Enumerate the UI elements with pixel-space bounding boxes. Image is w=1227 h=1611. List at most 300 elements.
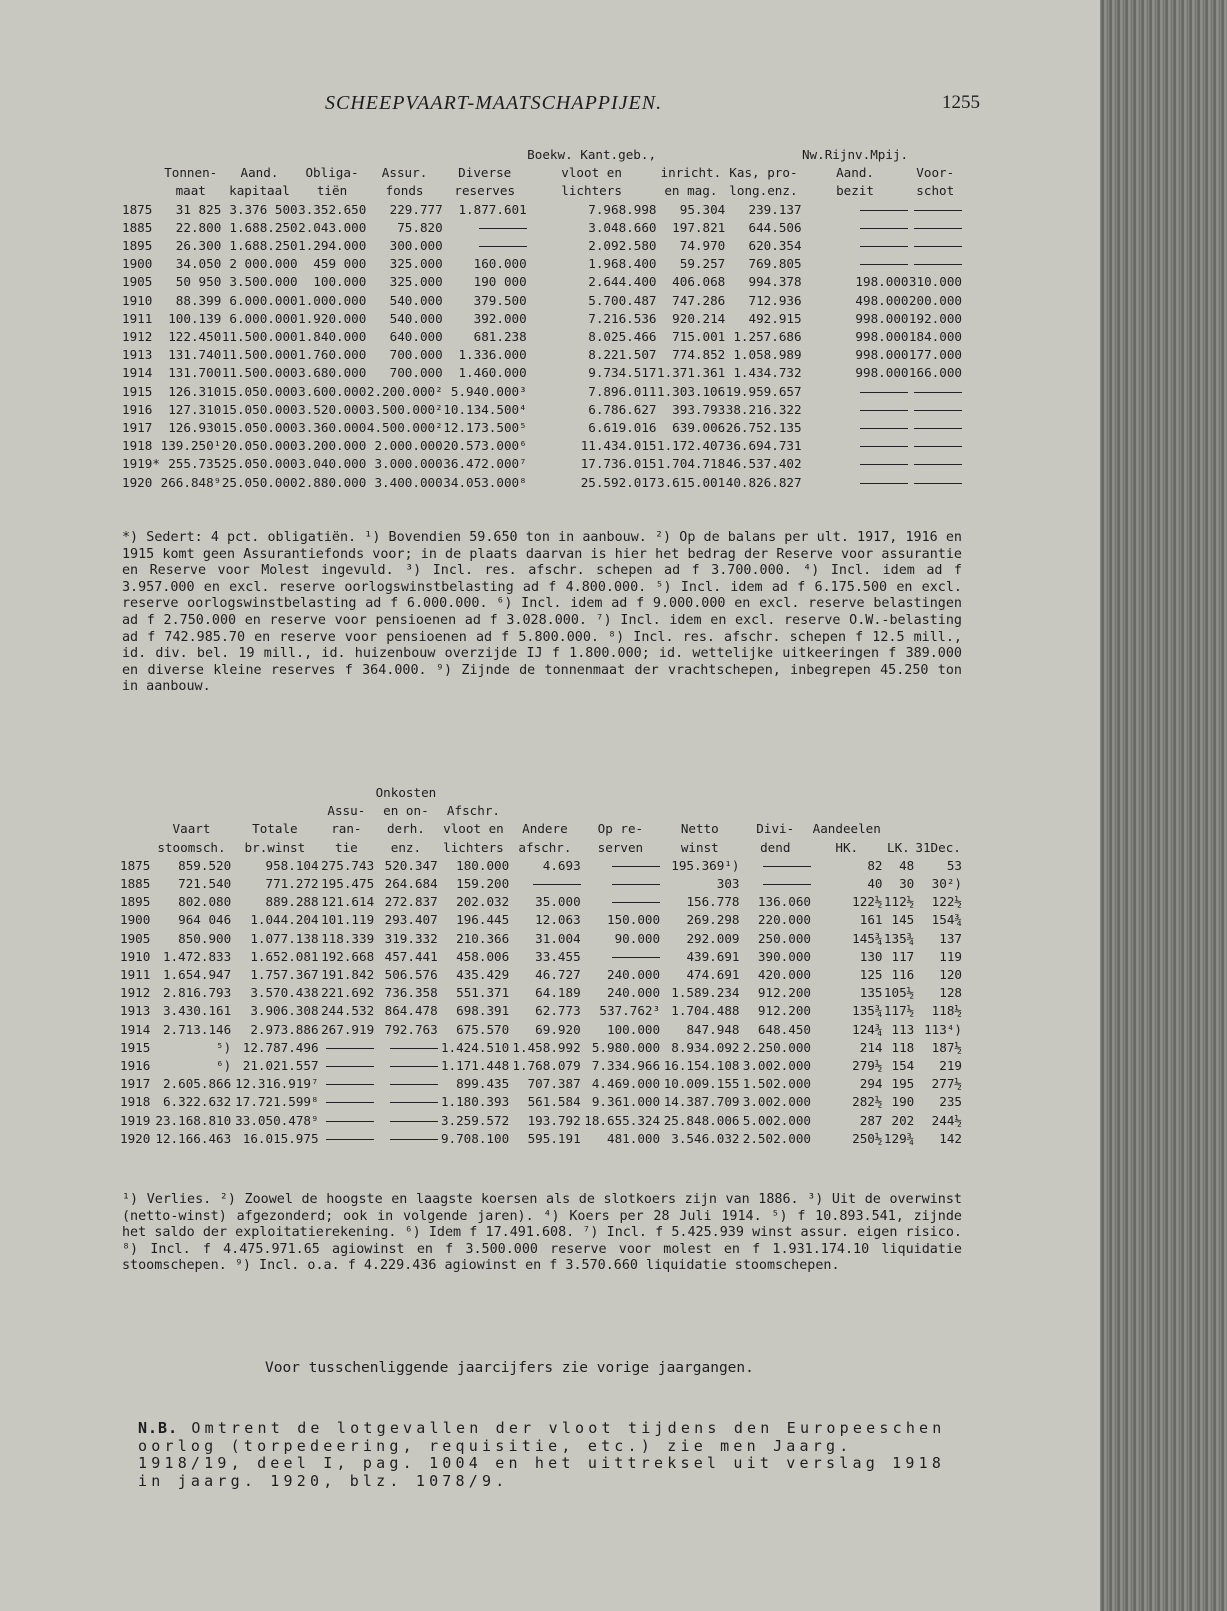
header-cell [509,802,580,820]
year-cell: 1914 [120,1021,151,1037]
header-cell [443,146,527,164]
dash-rule [914,410,962,411]
value-cell: 196.445 [456,912,510,928]
year-cell: 1917 [120,1076,151,1092]
value-cell: 59.257 [679,256,726,272]
year-cell: 1911 [120,967,151,983]
value-cell: 40.826.827 [725,474,802,490]
value-cell: 435.429 [456,967,510,983]
balance-table-body [122,201,962,492]
value-cell: 33.050.478⁹ [235,1112,319,1128]
value-cell: 62.773 [535,1003,581,1019]
header-cell: winst [680,839,719,855]
value-cell: 184.000 [908,329,962,345]
value-cell: 131.700 [168,365,222,381]
value-cell: 250½ [852,1130,883,1146]
value-cell: 1.502.000 [742,1076,811,1092]
value-cell: 1.840.000 [298,329,367,345]
header-cell: en mag. [664,183,718,199]
table-row [120,948,962,966]
value-cell [802,419,909,437]
header-cell: br.winst [244,839,306,855]
year-cell: 1905 [122,274,153,290]
value-cell [374,1093,438,1111]
table-row [122,474,962,492]
value-cell: 48 [899,857,915,873]
value-cell: 1.172.407 [656,438,726,454]
table-row [122,437,962,455]
year-cell: 1920 [122,474,153,490]
value-cell: 912.200 [757,985,811,1001]
value-cell [802,401,909,419]
value-cell: 1.434.732 [733,365,802,381]
value-cell: 292.009 [686,930,740,946]
value-cell: 2.043.000 [298,219,367,235]
dash-rule [860,483,908,484]
value-cell: 3.002.000 [742,1058,811,1074]
value-cell: 180.000 [456,857,510,873]
table-row [120,1093,962,1111]
header-cell [725,146,801,164]
value-cell: 240.000 [607,985,661,1001]
value-cell: 121.614 [321,894,375,910]
header-cell: derh. [386,821,425,837]
header-cell [122,146,160,164]
year-cell: 1918 [122,438,153,454]
value-cell [740,875,811,893]
page-number: 1255 [942,92,980,113]
header-cell: kapitaal [229,183,290,199]
header-cell: reserves [454,183,516,199]
value-cell: 5.700.487 [588,292,657,308]
table-row [122,219,962,237]
value-cell [581,893,660,911]
dash-rule [914,392,962,393]
value-cell: 3.680.000 [298,365,367,381]
header-row [122,146,962,164]
year-cell: 1875 [120,857,151,873]
value-cell: 11.434.015 [580,438,657,454]
value-cell: 698.391 [456,1003,510,1019]
value-cell: 46.727 [535,967,581,983]
value-cell [802,474,909,492]
value-cell: 712.936 [748,292,802,308]
value-cell: 12.166.463 [155,1130,232,1146]
value-cell [908,419,962,437]
header-row [120,802,962,820]
value-cell: 889.288 [265,894,319,910]
value-cell: 2.973.886 [250,1021,319,1037]
value-cell: 129¾ [883,1130,915,1146]
value-cell: 159.200 [456,876,510,892]
value-cell: 26.300 [175,238,222,254]
dash-rule [914,464,962,465]
value-cell: 16.154.108 [663,1058,740,1074]
header-cell [581,784,660,802]
value-cell: 100.000 [313,274,367,290]
header-cell [660,802,739,820]
value-cell: 293.407 [384,912,438,928]
value-cell [908,201,962,219]
value-cell: 420.000 [757,967,811,983]
header-cell: afschr. [518,839,572,855]
value-cell: 3.002.000 [742,1094,811,1110]
value-cell: 214 [859,1039,883,1055]
year-cell: 1910 [122,292,153,308]
year-cell: 1900 [122,256,153,272]
value-cell: 191.842 [321,967,375,983]
value-cell: 142 [939,1130,962,1146]
value-cell: 3.500.000² [366,401,443,417]
header-cell: Op re- [597,821,644,837]
value-cell: 275.743 [321,857,375,873]
value-cell: 21.021.557 [242,1058,319,1074]
value-cell: 847.948 [686,1021,740,1037]
year-cell: 1915 [122,383,153,399]
dash-rule [860,228,908,229]
table-row [122,255,962,273]
dash-rule [326,1048,374,1049]
value-cell: 31 825 [175,201,222,217]
header-cell [740,802,811,820]
value-cell: 90.000 [614,930,661,946]
value-cell: 912.200 [757,1003,811,1019]
table-row [120,984,962,1002]
table-row [122,328,962,346]
value-cell: 53 [946,857,962,873]
value-cell: 229.777 [389,201,443,217]
table-row [122,237,962,255]
value-cell: 240.000 [607,967,661,983]
value-cell: 310.000 [908,274,962,290]
value-cell: 15.050.000 [221,420,298,436]
value-cell: 648.450 [757,1021,811,1037]
value-cell: 38.216.322 [725,401,802,417]
value-cell: 190 [891,1094,915,1110]
value-cell: 2 000.000 [229,256,298,272]
value-cell: 239.137 [748,201,802,217]
value-cell: 994.378 [748,274,802,290]
table-row [122,364,962,382]
value-cell: 101.119 [321,912,375,928]
value-cell: 120 [939,967,962,983]
dash-rule [914,246,962,247]
value-cell: 154 [891,1058,915,1074]
year-cell: 1875 [122,201,153,217]
value-cell: 1.472.833 [162,948,232,964]
year-cell: 1912 [122,329,153,345]
header-cell [120,820,152,838]
header-cell: en on- [383,803,429,819]
year-cell: 1895 [120,894,151,910]
header-cell: enz. [390,839,422,855]
header-cell [120,784,152,802]
value-cell: 4.693 [542,857,581,873]
dash-rule [914,483,962,484]
year-cell: 1916 [120,1058,151,1074]
table-row [120,875,962,893]
value-cell: 2.092.580 [588,238,657,254]
value-cell: 22.800 [175,219,222,235]
value-cell: 1.688.250 [229,219,298,235]
value-cell: 1.458.992 [512,1039,581,1055]
value-cell [319,1039,375,1057]
value-cell [374,1057,438,1075]
book-page-edges [1100,0,1227,1611]
dash-rule [860,264,908,265]
value-cell [908,437,962,455]
value-cell: 774.852 [672,347,726,363]
header-cell [231,802,318,820]
header-cell: Kas, pro- [729,165,798,181]
header-cell [152,784,231,802]
value-cell: 126.310 [168,383,222,399]
header-cell [122,164,160,182]
value-cell: 640.000 [389,329,443,345]
table-row [120,1075,962,1093]
header-cell: tie [334,839,358,855]
header-cell: vloot en [561,165,622,181]
header-cell: schot [916,183,955,199]
value-cell: 864.478 [384,1003,438,1019]
dash-rule [390,1066,438,1067]
value-cell: 137 [939,930,962,946]
header-cell [914,802,962,820]
value-cell: 117½ [883,1003,915,1019]
value-cell: ⁵) [216,1039,232,1055]
value-cell [581,857,660,875]
year-cell: 1914 [122,365,153,381]
value-cell: 1.968.400 [588,256,657,272]
value-cell: 124¾ [852,1021,883,1037]
value-cell: 23.168.810 [155,1112,232,1128]
header-cell [298,146,367,164]
value-cell: 2.200.000² [366,383,443,399]
value-cell: 498.000 [855,292,909,308]
value-cell: 644.506 [748,219,802,235]
value-cell: 1.336.000 [458,347,527,363]
value-cell: 3.352.650 [298,201,367,217]
value-cell: 458.006 [456,948,510,964]
value-cell: 459 000 [313,256,367,272]
value-cell: 118 [891,1039,915,1055]
value-cell: 198.000 [855,274,909,290]
value-cell: 620.354 [748,238,802,254]
value-cell: 715.001 [672,329,726,345]
header-cell [438,784,509,802]
value-cell: 25.050.000 [221,474,298,490]
value-cell: 802.080 [178,894,232,910]
dash-rule [326,1121,374,1122]
year-cell: 1900 [120,912,151,928]
value-cell: 119 [939,948,962,964]
value-cell: 135¾ [852,1003,883,1019]
value-cell: 681.238 [473,329,527,345]
results-table-header [120,784,962,857]
value-cell: 221.692 [321,985,375,1001]
header-cell: Boekw. Kant.geb., [527,147,657,162]
header-row [120,784,962,802]
header-cell: Nw.Rijnv.Mpij. [801,147,909,162]
nb-label: N.B. [138,1419,179,1437]
value-cell: 7.334.966 [591,1058,661,1074]
value-cell [374,1130,438,1148]
value-cell: 210.366 [456,930,510,946]
table-row [120,893,962,911]
value-cell: 700.000 [389,347,443,363]
value-cell: 113⁴) [924,1021,962,1037]
running-title: SCHEEPVAART-MAATSCHAPPIJEN. [325,92,663,114]
table-row [120,911,962,929]
header-cell [152,802,231,820]
value-cell: 220.000 [757,912,811,928]
dash-rule [860,210,908,211]
value-cell: 30²) [931,876,962,892]
value-cell: 899.435 [456,1076,510,1092]
dash-rule [860,446,908,447]
dash-rule [533,884,581,885]
header-cell [914,820,962,838]
dash-rule [390,1048,438,1049]
value-cell: 11.500.000 [221,347,298,363]
year-cell: 1911 [122,310,153,326]
header-cell [122,182,160,200]
value-cell: 235 [939,1094,962,1110]
value-cell: 117 [891,948,915,964]
header-row [122,164,962,182]
header-cell: fonds [385,183,424,199]
value-cell: 14.387.709 [663,1094,740,1110]
value-cell [319,1075,375,1093]
value-cell: 46.537.402 [725,456,802,472]
value-cell: 192.000 [908,310,962,326]
value-cell: 136.060 [757,894,811,910]
year-cell: 1919* [122,456,160,472]
value-cell: 1.877.601 [458,201,527,217]
results-table-body [120,857,962,1148]
value-cell: 126.930 [168,420,222,436]
value-cell: 859.520 [178,857,232,873]
value-cell: 3.430.161 [162,1003,232,1019]
header-cell: Onkosten [375,785,437,800]
year-cell: 1920 [120,1130,151,1146]
value-cell [802,455,909,473]
value-cell: 8.025.466 [588,329,657,345]
value-cell: 10.009.155 [663,1076,740,1092]
table-row [120,1039,962,1057]
value-cell: 1.757.367 [250,967,319,983]
nb-text: Omtrent de lotgevallen der vloot tijdens den Europeeschen oorlog (torpedeering, requisitie, etc.) zie men Jaarg. 1918/19, deel I, pag. 1004 en het uittreksel uit verslag 1918 in jaarg. 1920, blz. 1078/9. [138,1419,946,1490]
value-cell: 7.896.011 [588,383,657,399]
header-cell: long.enz. [729,183,798,199]
value-cell [509,875,580,893]
value-cell: ⁶) [216,1058,232,1074]
header-cell [581,802,660,820]
value-cell: 506.576 [384,967,438,983]
value-cell: 12.316.919⁷ [235,1076,319,1092]
value-cell: 244½ [931,1112,962,1128]
value-cell: 267.919 [321,1021,375,1037]
value-cell: 561.584 [527,1094,581,1110]
value-cell: 160.000 [473,256,527,272]
header-cell: Vaart [172,821,211,837]
value-cell: 721.540 [178,876,232,892]
year-cell: 1919 [120,1112,151,1128]
value-cell: 36.694.731 [725,438,802,454]
value-cell: 177.000 [908,347,962,363]
value-cell: 736.358 [384,985,438,1001]
value-cell: 279½ [852,1058,883,1074]
value-cell: 3.520.000 [298,401,367,417]
dash-rule [914,446,962,447]
value-cell: 1.589.234 [671,985,740,1001]
table-row [120,930,962,948]
header-cell: LK. [887,839,910,855]
dash-rule [914,428,962,429]
header-cell: vloot en [443,821,504,837]
value-cell: 2.502.000 [742,1130,811,1146]
table-row [120,1112,962,1130]
header-cell: Obliga- [305,165,359,181]
value-cell: 958.104 [265,857,319,873]
year-cell: 1895 [122,238,153,254]
table-row [122,292,962,310]
header-cell [366,146,442,164]
value-cell: 255.735 [168,456,222,472]
dash-rule [479,228,527,229]
dash-rule [914,228,962,229]
value-cell: 3.259.572 [440,1112,510,1128]
value-cell: 193.792 [527,1112,581,1128]
value-cell [908,455,962,473]
value-cell: 4.469.000 [591,1076,661,1092]
header-cell [811,784,882,802]
header-cell: HK. [835,839,859,855]
value-cell: 122½ [852,894,883,910]
value-cell [443,219,527,237]
value-cell: 127.310 [168,401,222,417]
value-cell: 130 [859,948,883,964]
table-row [122,310,962,328]
table-row [120,966,962,984]
value-cell: 2.816.793 [162,985,232,1001]
value-cell: 3.000.000 [374,456,443,472]
value-cell: 135 [859,985,883,1001]
value-cell: 100.000 [607,1021,661,1037]
value-cell: 15.050.000 [221,383,298,399]
value-cell: 122½ [931,894,962,910]
dash-rule [612,866,660,867]
value-cell: 595.191 [527,1130,581,1146]
value-cell: 105½ [883,985,915,1001]
year-cell: 1912 [120,985,151,1001]
value-cell [802,255,909,273]
header-cell [660,784,739,802]
value-cell: 325.000 [389,256,443,272]
value-cell [908,237,962,255]
dash-rule [763,884,811,885]
header-cell: Aand. [836,165,874,181]
year-cell: 1885 [120,876,151,892]
value-cell: 112½ [883,894,915,910]
value-cell: 75.820 [397,219,443,235]
value-cell: 31.004 [535,930,581,946]
value-cell: 1.294.000 [298,238,367,254]
header-cell: Aandeelen [812,821,881,837]
value-cell: 1.652.081 [250,948,319,964]
header-cell: Voor- [916,165,955,181]
value-cell: 154¾ [931,912,962,928]
